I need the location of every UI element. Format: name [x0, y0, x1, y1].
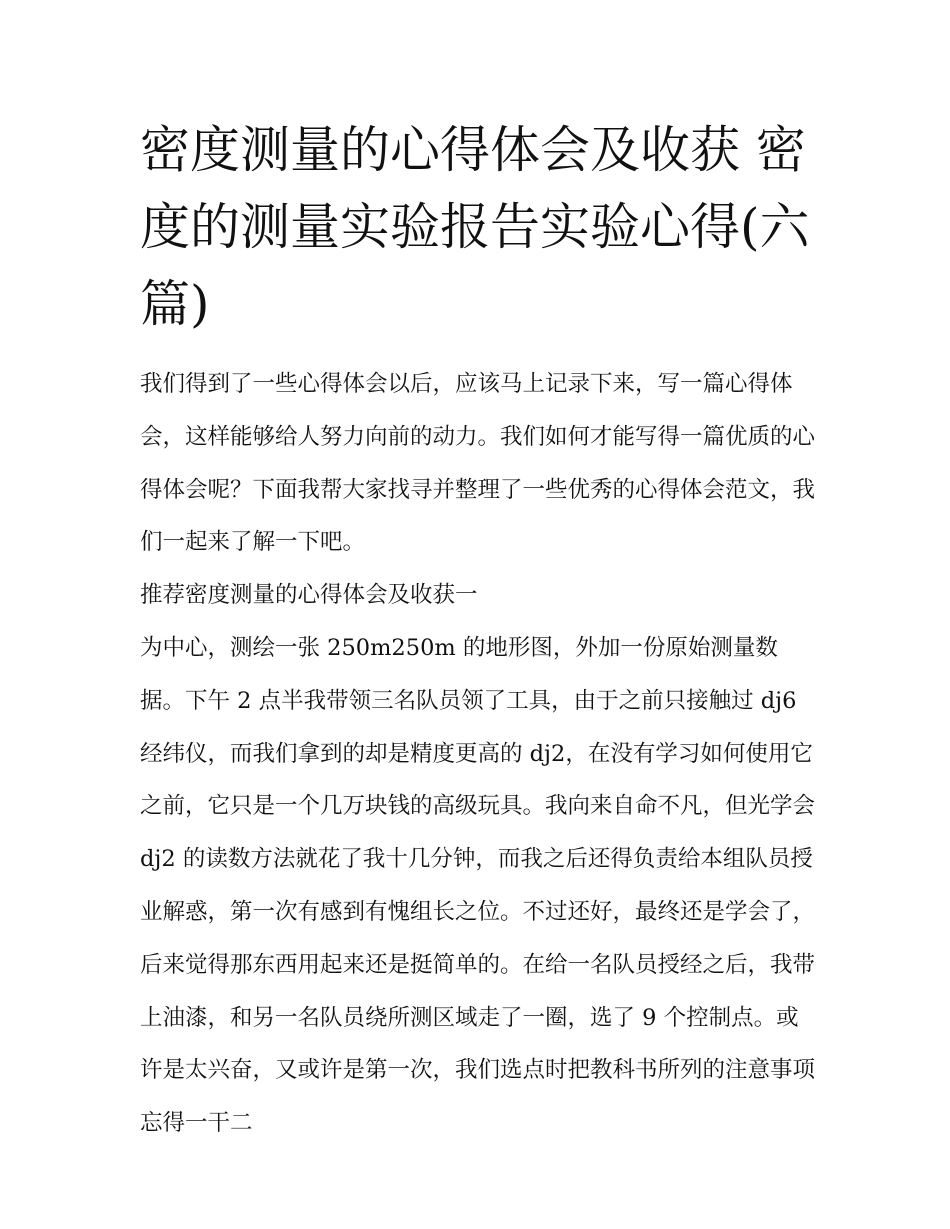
intro-paragraph: 我们得到了一些心得体会以后，应该马上记录下来，写一篇心得体会，这样能够给人努力向前的动力。我们如何才能写得一篇优质的心得体会呢？下面我帮大家找寻并整理了一些优秀的心得体会范文，我们一起来了解一下吧。 — [140, 371, 816, 556]
section-heading: 推荐密度测量的心得体会及收获一 — [140, 582, 478, 609]
document-body — [140, 358, 820, 1150]
document-title: 密度测量的心得体会及收获 密度的测量实验报告实验心得(六篇) — [140, 121, 810, 333]
body-paragraph: 为中心，测绘一张 250m250m 的地形图，外加一份原始测量数据。下午 2 点半我带领三名队员领了工具，由于之前只接触过 dj6 经纬仪，而我们拿到的却是精度更高的 dj2，在没有学习如何使用它之前，它只是一个几万块钱的高级玩具。我向来自命不凡，但光学会 dj2 的读数方法就花了我十几分钟，而我之后还得负责给本组队员授业解惑，第一次有感到有愧组长之位。不过还好，最终还是学会了，后来觉得那东西用起来还是挺简单的。在给一名队员授经之后，我带上油漆，和另一名队员绕所测区域走了一圈，选了 9 个控制点。或许是太兴奋，又或许是第一次，我们选点时把教科书所列的注意事项忘得一干二 — [140, 634, 816, 1137]
